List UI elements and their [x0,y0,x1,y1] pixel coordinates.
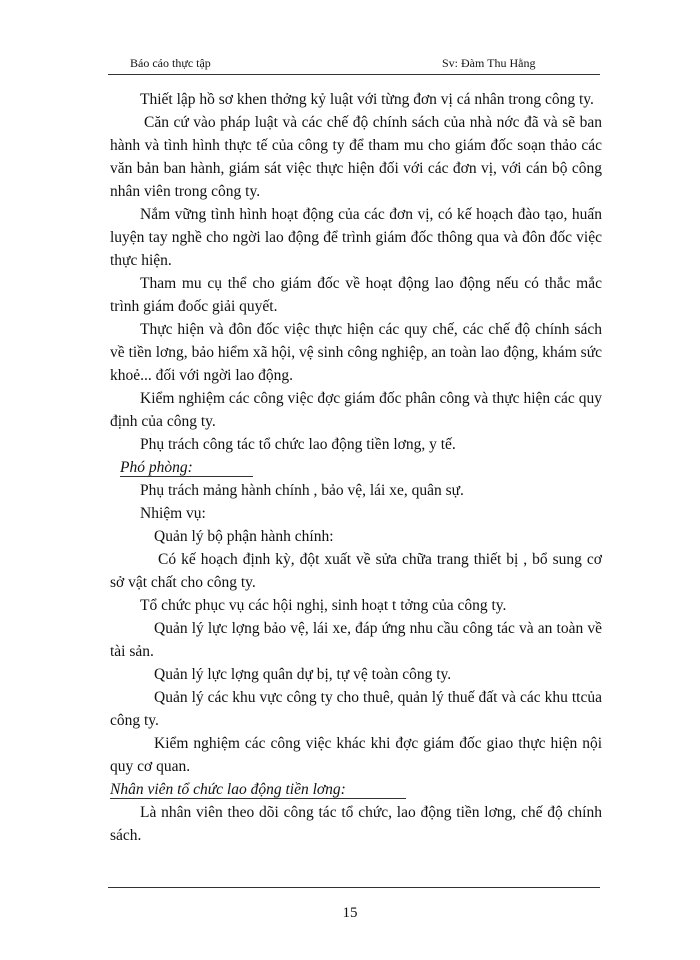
page-header [108,56,600,76]
paragraph: Quản lý bộ phận hành chính: [154,528,334,545]
paragraph: Quản lý lực lợng quân dự bị, tự vệ toàn công ty. [154,666,452,683]
paragraph: Kiểm nghiệm các công việc đợc giám đốc phân công và thực hiện các quy định của công ty. [110,390,602,430]
header-student-name: Sv: Đàm Thu Hằng [442,56,536,70]
section-heading-text: Phó phòng: [120,459,253,477]
paragraph: Thiết lập hồ sơ khen thởng kỷ luật với từng đơn vị cá nhân trong công ty. [140,91,594,108]
paragraph: Tổ chức phục vụ các hội nghị, sinh hoạt t tởng của công ty. [140,597,507,614]
paragraph: Nắm vững tình hình hoạt động của các đơn vị, có kế hoạch đào tạo, huấn luyện tay nghề cho ngời lao động để trình giám đốc thông qua và đôn đốc việc thực hiện. [110,206,602,269]
paragraph: Quản lý các khu vực công ty cho thuê, quản lý thuế đất và các khu ttcủa công ty. [110,689,602,729]
section-heading-nhan-vien [110,778,602,801]
page-number: 15 [342,905,358,921]
paragraph: Tham mu cụ thể cho giám đốc về hoạt động lao động nếu có thắc mắc trình giám đoốc giải quyết. [110,275,602,315]
paragraph: Có kế hoạch định kỳ, đột xuất về sửa chữa trang thiết bị , bổ sung cơ sở vật chất cho công ty. [110,551,602,591]
footer-rule [108,887,600,888]
document-body [110,88,602,847]
paragraph: Kiểm nghiệm các công việc khác khi đợc giám đốc giao thực hiện nội quy cơ quan. [110,735,602,775]
paragraph: Phụ trách mảng hành chính , bảo vệ, lái xe, quân sự. [140,482,464,499]
paragraph: Thực hiện và đôn đốc việc thực hiện các quy chế, các chế độ chính sách về tiền lơng, bảo hiểm xã hội, vệ sinh công nghiệp, an toàn lao động, khám sức khoẻ... đối với ngời lao động. [110,321,602,384]
header-report-title: Báo cáo thực tập [130,56,211,70]
paragraph: Là nhân viên theo dõi công tác tổ chức, lao động tiền lơng, chế độ chính sách. [110,804,602,844]
paragraph: Phụ trách công tác tổ chức lao động tiền lơng, y tế. [140,436,456,453]
paragraph: Nhiệm vụ: [140,505,206,522]
section-heading-pho-phong [120,456,602,479]
section-heading-text: Nhân viên tổ chức lao động tiền lơng: [110,781,406,799]
paragraph: Căn cứ vào pháp luật và các chế độ chính sách của nhà nớc đã và sẽ ban hành và tình hình thực tế của công ty để tham mu cho giám đốc soạn thảo các văn bản ban hành, giám sát việc thực hiện đối với các đơn vị, với cán bộ công nhân viên trong công ty. [110,114,602,200]
header-rule [108,74,600,75]
paragraph: Quản lý lực lợng bảo vệ, lái xe, đáp ứng nhu cầu công tác và an toàn về tài sản. [110,620,602,660]
